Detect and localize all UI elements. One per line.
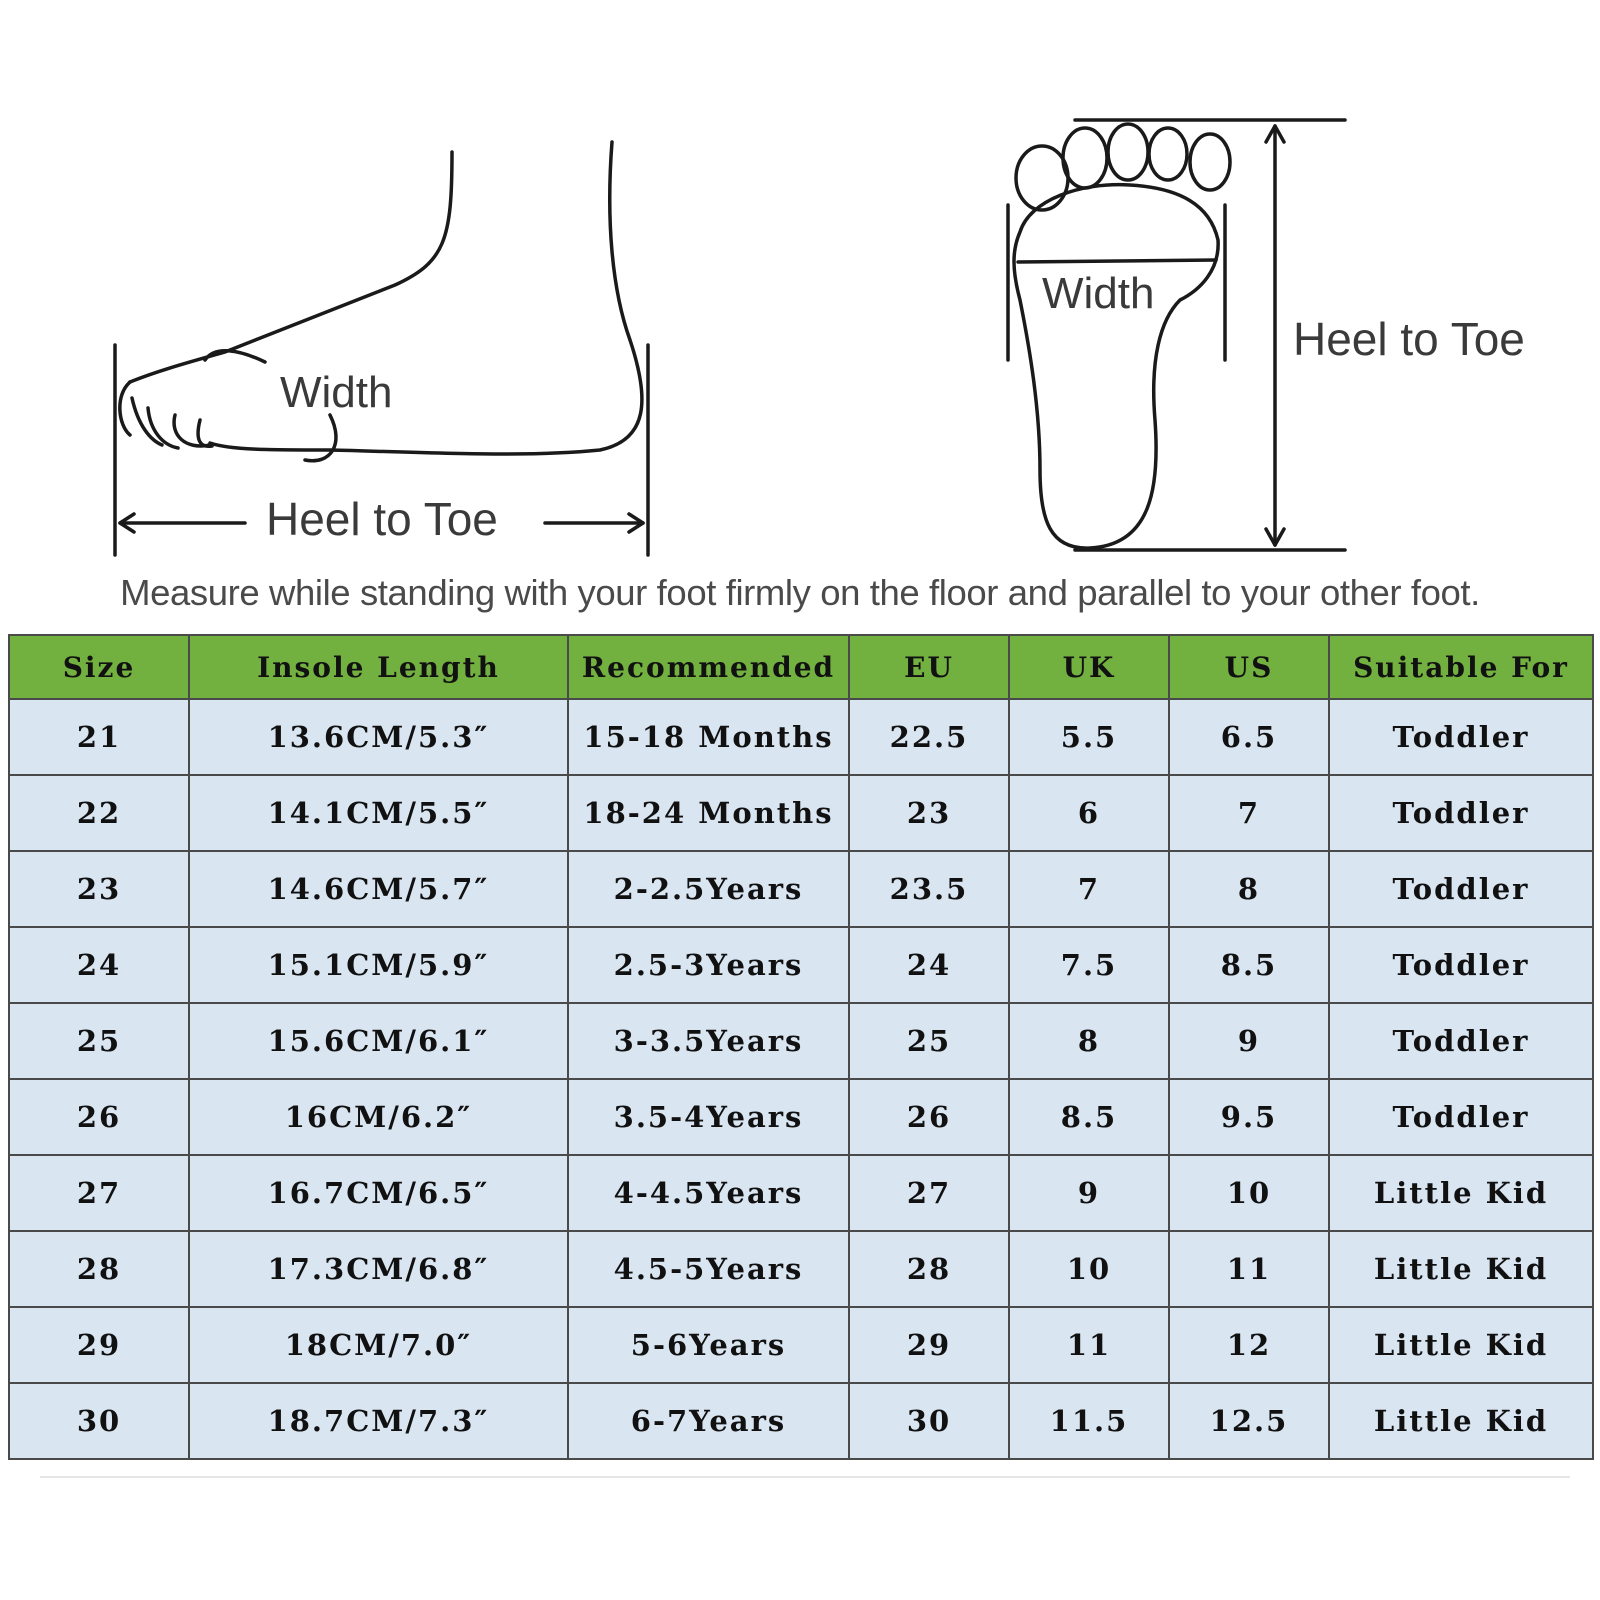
cell-size: 21 [9, 699, 189, 775]
cell-suitable-for: Toddler [1329, 927, 1593, 1003]
cell-uk: 6 [1009, 775, 1169, 851]
table-row [9, 927, 1593, 1003]
cell-insole-length: 18.7CM/7.3″ [189, 1383, 568, 1459]
header-uk: UK [1009, 635, 1169, 699]
cell-eu: 23 [849, 775, 1009, 851]
cell-size: 29 [9, 1307, 189, 1383]
table-row [9, 851, 1593, 927]
cell-recommended: 4.5-5Years [568, 1231, 849, 1307]
cell-suitable-for: Little Kid [1329, 1231, 1593, 1307]
table-row [9, 699, 1593, 775]
cell-eu: 29 [849, 1307, 1009, 1383]
table-row [9, 1155, 1593, 1231]
cell-eu: 22.5 [849, 699, 1009, 775]
cell-recommended: 2.5-3Years [568, 927, 849, 1003]
cell-size: 22 [9, 775, 189, 851]
cell-suitable-for: Toddler [1329, 851, 1593, 927]
cell-uk: 8 [1009, 1003, 1169, 1079]
cell-insole-length: 16.7CM/6.5″ [189, 1155, 568, 1231]
cell-insole-length: 13.6CM/5.3″ [189, 699, 568, 775]
cell-suitable-for: Toddler [1329, 1003, 1593, 1079]
cell-us: 10 [1169, 1155, 1329, 1231]
cell-recommended: 15-18 Months [568, 699, 849, 775]
cell-uk: 11 [1009, 1307, 1169, 1383]
cell-eu: 30 [849, 1383, 1009, 1459]
header-insole-length: Insole Length [189, 635, 568, 699]
cell-us: 9.5 [1169, 1079, 1329, 1155]
cell-suitable-for: Toddler [1329, 699, 1593, 775]
header-recommended: Recommended [568, 635, 849, 699]
cell-suitable-for: Little Kid [1329, 1307, 1593, 1383]
table-row [9, 1079, 1593, 1155]
cell-uk: 10 [1009, 1231, 1169, 1307]
cell-eu: 25 [849, 1003, 1009, 1079]
cell-insole-length: 15.6CM/6.1″ [189, 1003, 568, 1079]
cell-size: 24 [9, 927, 189, 1003]
cell-suitable-for: Little Kid [1329, 1155, 1593, 1231]
cell-us: 12 [1169, 1307, 1329, 1383]
cell-suitable-for: Little Kid [1329, 1383, 1593, 1459]
top-view-heel-to-toe-label: Heel to Toe [1293, 313, 1525, 365]
cell-us: 12.5 [1169, 1383, 1329, 1459]
table-row [9, 1003, 1593, 1079]
cell-recommended: 18-24 Months [568, 775, 849, 851]
cell-recommended: 6-7Years [568, 1383, 849, 1459]
cell-size: 28 [9, 1231, 189, 1307]
cell-insole-length: 16CM/6.2″ [189, 1079, 568, 1155]
cell-size: 25 [9, 1003, 189, 1079]
cell-size: 27 [9, 1155, 189, 1231]
side-view-width-label: Width [280, 368, 393, 417]
cell-recommended: 3.5-4Years [568, 1079, 849, 1155]
cell-suitable-for: Toddler [1329, 1079, 1593, 1155]
cell-recommended: 3-3.5Years [568, 1003, 849, 1079]
cell-uk: 11.5 [1009, 1383, 1169, 1459]
header-size: Size [9, 635, 189, 699]
table-header-row [9, 635, 1593, 699]
cell-insole-length: 15.1CM/5.9″ [189, 927, 568, 1003]
cell-uk: 7 [1009, 851, 1169, 927]
cell-suitable-for: Toddler [1329, 775, 1593, 851]
cell-eu: 23.5 [849, 851, 1009, 927]
cell-us: 8 [1169, 851, 1329, 927]
cell-insole-length: 14.6CM/5.7″ [189, 851, 568, 927]
cell-eu: 26 [849, 1079, 1009, 1155]
cell-insole-length: 14.1CM/5.5″ [189, 775, 568, 851]
table-row [9, 775, 1593, 851]
table-row [9, 1383, 1593, 1459]
header-suitable-for: Suitable For [1329, 635, 1593, 699]
cell-us: 6.5 [1169, 699, 1329, 775]
cell-recommended: 2-2.5Years [568, 851, 849, 927]
side-view-heel-to-toe-label: Heel to Toe [266, 493, 498, 545]
header-eu: EU [849, 635, 1009, 699]
table-row [9, 1307, 1593, 1383]
cell-size: 30 [9, 1383, 189, 1459]
cell-eu: 24 [849, 927, 1009, 1003]
cell-uk: 9 [1009, 1155, 1169, 1231]
cell-uk: 7.5 [1009, 927, 1169, 1003]
divider-line [40, 1476, 1570, 1478]
cell-us: 8.5 [1169, 927, 1329, 1003]
cell-uk: 5.5 [1009, 699, 1169, 775]
cell-uk: 8.5 [1009, 1079, 1169, 1155]
cell-size: 23 [9, 851, 189, 927]
cell-recommended: 5-6Years [568, 1307, 849, 1383]
measurement-instruction: Measure while standing with your foot firmly on the floor and parallel to your other foot. [120, 572, 1480, 613]
cell-insole-length: 17.3CM/6.8″ [189, 1231, 568, 1307]
cell-recommended: 4-4.5Years [568, 1155, 849, 1231]
size-chart-table [8, 634, 1594, 1460]
cell-us: 11 [1169, 1231, 1329, 1307]
foot-measurement-diagrams [0, 0, 1600, 570]
header-us: US [1169, 635, 1329, 699]
cell-eu: 28 [849, 1231, 1009, 1307]
cell-us: 7 [1169, 775, 1329, 851]
cell-size: 26 [9, 1079, 189, 1155]
cell-eu: 27 [849, 1155, 1009, 1231]
top-view-width-label: Width [1042, 269, 1155, 318]
cell-us: 9 [1169, 1003, 1329, 1079]
cell-insole-length: 18CM/7.0″ [189, 1307, 568, 1383]
table-row [9, 1231, 1593, 1307]
